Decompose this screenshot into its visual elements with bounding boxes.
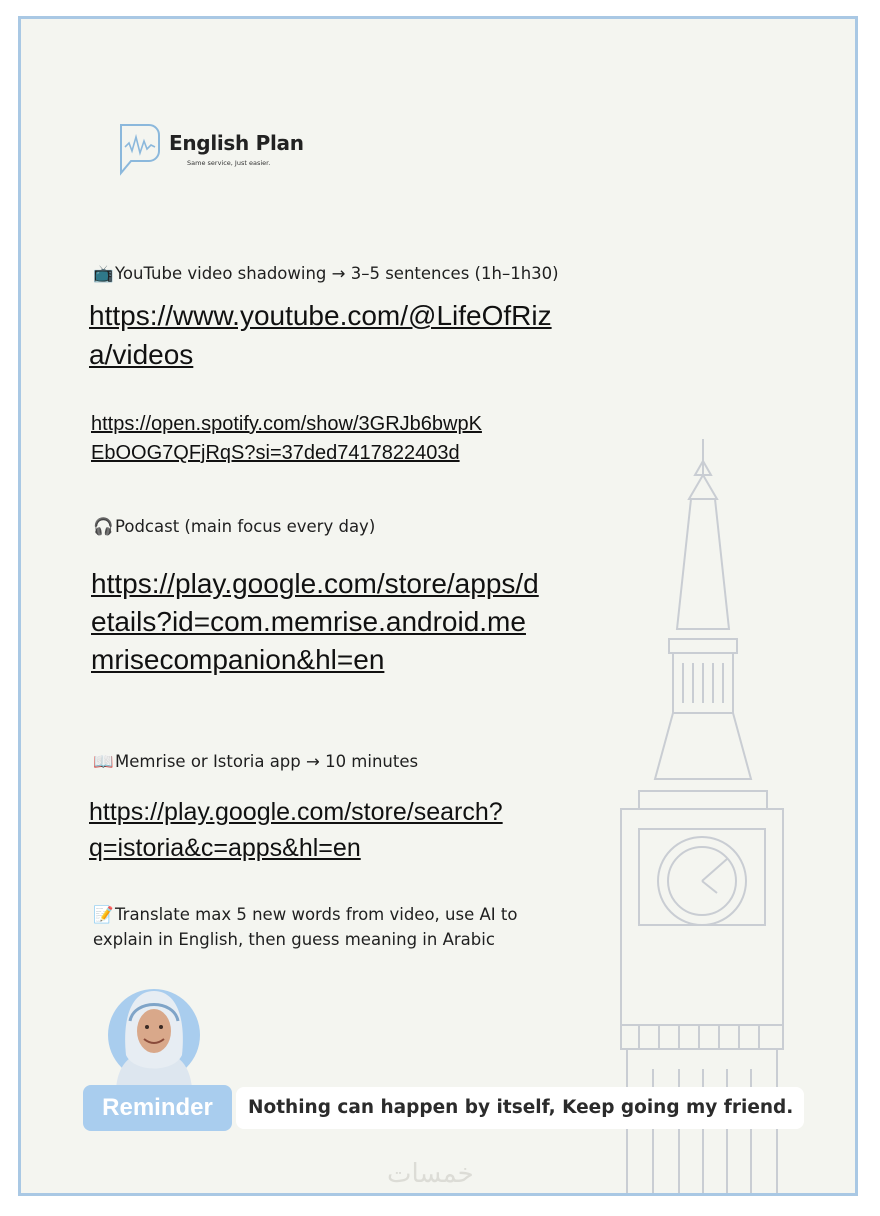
logo-title: English Plan (169, 131, 304, 155)
tv-icon: 📺 (93, 264, 114, 283)
memrise-note (93, 749, 418, 774)
translate-note (93, 902, 553, 952)
avatar (94, 977, 214, 1089)
podcast-note (93, 514, 375, 539)
translate-note-text: Translate max 5 new words from video, use AI to explain in English, then guess meaning in Arabic (93, 905, 518, 949)
headphones-icon: 🎧 (93, 517, 114, 536)
spotify-link[interactable]: https://open.spotify.com/show/3GRJb6bwpKEbOOG7QFjRqS?si=37ded7417822403d (91, 413, 482, 464)
watermark: خمسات (387, 1159, 474, 1189)
reminder-message: Nothing can happen by itself, Keep going my friend. (236, 1087, 804, 1129)
speech-bubble-wave-icon (117, 121, 163, 177)
youtube-note-text: YouTube video shadowing → 3–5 sentences (1h–1h30) (115, 264, 559, 283)
avatar-photo (94, 977, 214, 1089)
memrise-note-text: Memrise or Istoria app → 10 minutes (115, 752, 419, 771)
page-frame (18, 16, 858, 1196)
memo-icon: 📝 (93, 905, 114, 924)
logo (117, 121, 317, 181)
logo-tagline: Same service, Just easier. (187, 159, 271, 167)
youtube-link[interactable]: https://www.youtube.com/@LifeOfRiza/videos (89, 300, 552, 370)
reminder-badge: Reminder (83, 1085, 232, 1131)
big-ben-illustration (599, 439, 799, 1196)
youtube-note (93, 261, 559, 286)
open-book-icon: 📖 (93, 752, 114, 771)
podcast-note-text: Podcast (main focus every day) (115, 517, 376, 536)
memrise-link[interactable]: https://play.google.com/store/apps/details?id=com.memrise.android.memrisecompanion&hl=en (91, 568, 539, 675)
istoria-link[interactable]: https://play.google.com/store/search?q=istoria&c=apps&hl=en (89, 798, 503, 862)
